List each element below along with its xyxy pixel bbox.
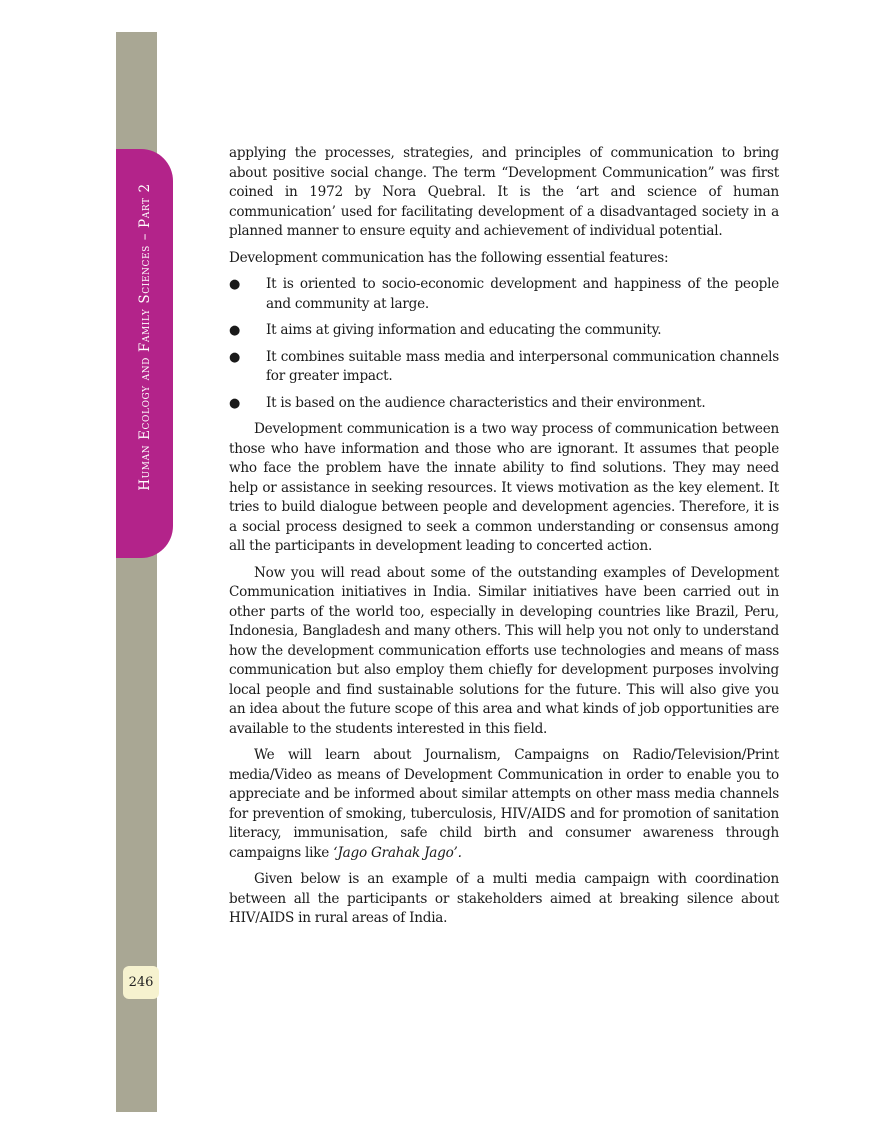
features-list xyxy=(229,275,779,413)
list-item xyxy=(229,348,779,387)
list-item xyxy=(229,321,779,341)
list-item-text: It is oriented to socio-economic development and happiness of the people and community at large. xyxy=(266,276,779,312)
bullet-icon: ● xyxy=(229,277,241,292)
paragraph xyxy=(229,746,779,863)
paragraph: Given below is an example of a multi media campaign with coordination between all the participants or stakeholders aimed at breaking silence about HIV/AIDS in rural areas of India. xyxy=(229,871,779,926)
paragraph: Development communication is a two way process of communication between those who have information and those who are ignorant. It assumes that people who face the problem have the innate ability to find solutions. They may need help or assistance in seeking resources. It views motivation as the key element. It tries to build dialogue between people and development agencies. Therefore, it is a social process designed to seek a common understanding or consensus among all the participants in development leading to concerted action. xyxy=(229,421,779,554)
paragraph-text: We will learn about Journalism, Campaigns on Radio/Television/Print media/Video as means of Development Communication in order to enable you to appreciate and be informed about similar attempts on other mass media channels for prevention of smoking, tuberculosis, HIV/AIDS and for promotion of sanitation literacy, immunisation, safe child birth and consumer awareness through campaigns like xyxy=(229,747,779,861)
section-label: Human Ecology and Family Sciences – Part 2 xyxy=(137,183,153,491)
list-item xyxy=(229,275,779,314)
list-item-text: It combines suitable mass media and interpersonal communication channels for greater impact. xyxy=(266,348,779,384)
features-intro: Development communication has the following essential features: xyxy=(229,249,669,266)
bullet-icon: ● xyxy=(229,395,241,411)
list-item xyxy=(229,394,779,414)
bullet-icon: ● xyxy=(229,323,241,338)
list-item-text: It aims at giving information and educating the community. xyxy=(266,322,662,338)
bullet-icon: ● xyxy=(229,349,241,365)
page-number: 246 xyxy=(123,966,159,999)
campaign-name: ‘Jago Grahak Jago’. xyxy=(333,844,462,861)
paragraph: Now you will read about some of the outstanding examples of Development Communication initiatives in India. Similar initiatives have been carried out in other parts of the world too, especially in developing countries like Brazil, Peru, Indonesia, Bangladesh and many others. This will help you not only to understand how the development communication efforts use technologies and means of mass communication but also employ them chiefly for development purposes involving local people and find sustainable solutions for the future. This will also give you an idea about the future scope of this area and what kinds of job opportunities are available to the students interested in this field. xyxy=(229,564,779,737)
paragraph: applying the processes, strategies, and principles of communication to bring about positive social change. The term “Development Communication” was first coined in 1972 by Nora Quebral. It is the ‘art and science of human communication’ used for facilitating development of a disadvantaged society in a planned manner to ensure equity and achievement of individual potential. xyxy=(229,145,779,239)
list-item-text: It is based on the audience characteristics and their environment. xyxy=(266,394,706,411)
main-text xyxy=(229,144,779,936)
